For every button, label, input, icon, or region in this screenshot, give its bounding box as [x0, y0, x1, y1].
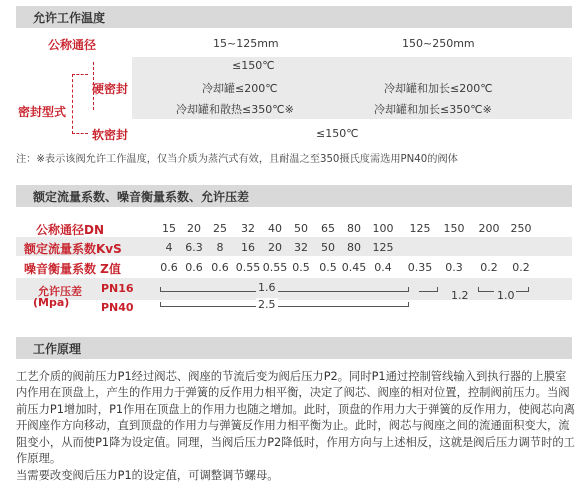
- kvs-cell: 8: [216, 241, 224, 254]
- section-title: 额定流量系数、噪音衡量系数、允许压差: [33, 190, 250, 204]
- seal-tree-vertical: [72, 74, 73, 134]
- seal-type-label: 密封型式: [18, 105, 67, 119]
- nominal-diameter-label: 公称通径: [48, 38, 97, 52]
- seal-tree-branch-hard: [72, 74, 88, 75]
- z-cell: 0.3: [445, 261, 463, 274]
- dn-cell: 40: [268, 222, 282, 235]
- kvs-cell: 4: [165, 241, 173, 254]
- pn16-200-line-right: [516, 291, 528, 292]
- hard-row2-small: 冷却罐≤200℃: [202, 82, 278, 95]
- dn-cell: 20: [187, 222, 201, 235]
- z-cell: 0.6: [211, 261, 229, 274]
- pn40-label: PN40: [101, 301, 134, 314]
- kvs-cell: 20: [268, 241, 282, 254]
- pressure-unit: (Mpa): [33, 296, 70, 309]
- dn-cell: 150: [443, 222, 465, 235]
- z-cell: 0.35: [407, 261, 433, 274]
- z-cell: 0.2: [480, 261, 498, 274]
- kvs-cell: 125: [372, 241, 394, 254]
- hard-row1-value: ≤150℃: [232, 59, 275, 72]
- hard-row3-large: 冷却罐和加长≤350℃※: [374, 103, 492, 116]
- kvs-row-label: 额定流量系数KvS: [24, 242, 122, 256]
- z-cell: 0.45: [341, 261, 367, 274]
- section-title: 工作原理: [33, 342, 82, 356]
- pn40-span-tick-right: [408, 302, 409, 307]
- hard-seal-label: 硬密封: [92, 82, 129, 96]
- dn-small-range: 15~125mm: [213, 37, 279, 50]
- pn16-150-value: 1.2: [451, 289, 469, 302]
- section-header-temperature: [16, 6, 572, 28]
- pn16-150-tick: [437, 287, 438, 292]
- dn-cell: 32: [241, 222, 255, 235]
- pn40-span-line: [160, 306, 408, 307]
- dn-cell: 250: [510, 222, 532, 235]
- z-cell: 0.55: [235, 261, 261, 274]
- dn-cell: 80: [347, 222, 361, 235]
- dn-cell: 25: [213, 222, 227, 235]
- z-cell: 0.2: [512, 261, 530, 274]
- hard-row3-small: 冷却罐和散热≤350℃※: [176, 103, 294, 116]
- pn16-label: PN16: [101, 282, 134, 295]
- principle-adjust-note: 当需要改变阀后压力P1的设定值，可调整调节螺母。: [16, 469, 279, 482]
- pressure-label: 允许压差: [38, 285, 82, 298]
- soft-row-value: ≤150℃: [316, 127, 359, 140]
- pn16-span-line: [160, 291, 408, 292]
- pn16-band: [16, 278, 572, 300]
- z-cell: 0.5: [292, 261, 310, 274]
- hard-row2-large: 冷却罐和加长≤200℃: [384, 82, 493, 95]
- pn16-150-line: [419, 291, 437, 292]
- pn16-span-tick-left: [160, 287, 161, 292]
- z-row-label: 噪音衡量系数 Z值: [24, 262, 121, 276]
- section-header-principle: [16, 337, 572, 359]
- kvs-cell: 16: [241, 241, 255, 254]
- section-header-coefficients: [16, 185, 572, 207]
- z-cell: 0.6: [185, 261, 203, 274]
- z-cell: 0.6: [160, 261, 178, 274]
- seal-tree-branch-soft: [72, 133, 88, 134]
- pn16-250-tick: [528, 287, 529, 292]
- dn-cell: 100: [372, 222, 394, 235]
- section-title: 允许工作温度: [33, 11, 106, 25]
- kvs-cell: 80: [347, 241, 361, 254]
- z-cell: 0.4: [374, 261, 392, 274]
- dn-cell: 200: [478, 222, 500, 235]
- pn40-span-tick-left: [160, 302, 161, 307]
- z-cell: 0.5: [319, 261, 337, 274]
- pn16-200-value: 1.0: [497, 289, 515, 302]
- dn-cell: 65: [321, 222, 335, 235]
- dn-cell: 125: [409, 222, 431, 235]
- pn16-span-tick-right: [408, 287, 409, 292]
- kvs-cell: 32: [294, 241, 308, 254]
- dn-large-range: 150~250mm: [402, 37, 475, 50]
- pn40-mid-value: 2.5: [258, 298, 276, 311]
- temperature-note: 注：※表示该阀允许工作温度，仅当介质为蒸汽式有效，且耐温之至350摄氏度需选用PN40的阀体: [16, 154, 458, 165]
- pn16-200-line-left: [478, 291, 494, 292]
- pn16-mid-value: 1.6: [258, 281, 276, 294]
- principle-paragraph: 工艺介质的阀前压力P1经过阀芯、阀座的节流后变为阀后压力P2。同时P1通过控制管线输入到执行器的上膜室内作用在顶盘上，产生的作用力于弹簧的反作用力相平衡，决定了阀芯、阀座的相对位置，控制阀前压力。当阀前压力P1增加时，P1作用在顶盘上的作用力也随之增加。此时，顶盘的作用力大于弹簧的反作用力，使阀芯向离开阀座作方向移动，直到顶盘的作用力与弹簧反作用力相平衡为止。此时，阀芯与阀座之间的流通面积变大，流阻变小，从而使P1降为设定值。同理，当阀后压力P2降低时，作用方向与上述相反，这就是阀后压力调节时的工作原理。: [16, 370, 575, 466]
- z-cell: 0.55: [262, 261, 288, 274]
- kvs-cell: 50: [321, 241, 335, 254]
- kvs-cell: 6.3: [185, 241, 203, 254]
- soft-seal-label: 软密封: [92, 128, 129, 142]
- dn-cell: 15: [162, 222, 176, 235]
- dn-cell: 50: [294, 222, 308, 235]
- dn-row-label: 公称通径DN: [36, 223, 105, 237]
